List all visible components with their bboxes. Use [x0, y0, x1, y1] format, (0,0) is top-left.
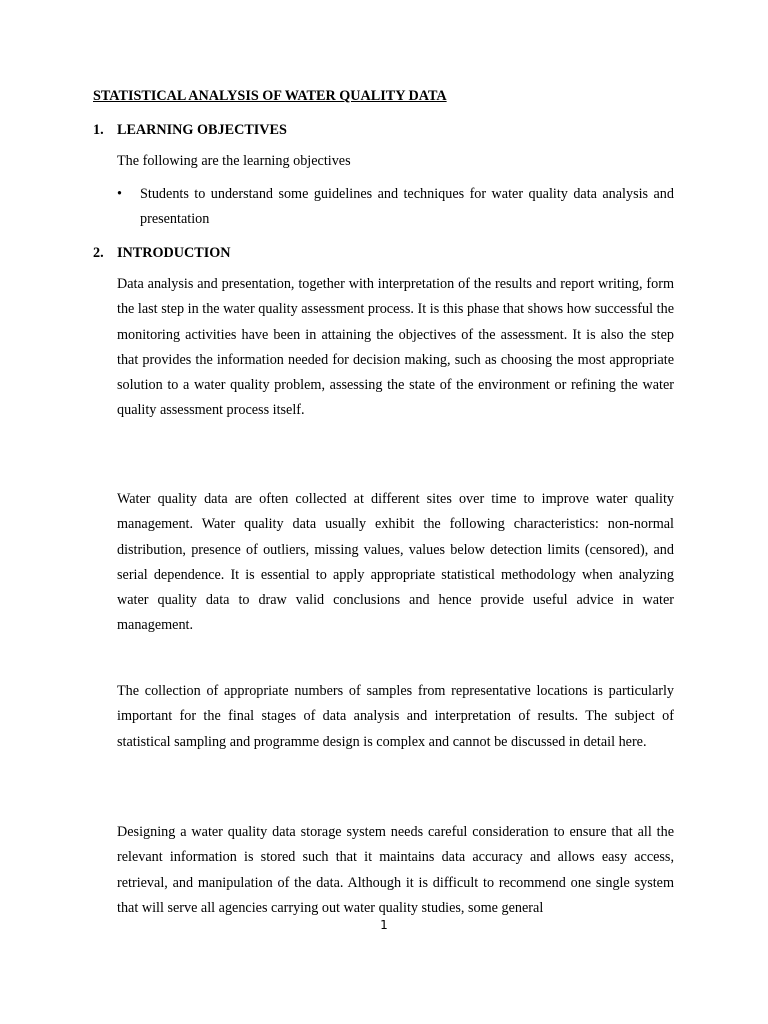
objectives-intro: The following are the learning objectives — [117, 153, 351, 169]
objective-bullet-item: Students to understand some guidelines and techniques for water quality data analysis and presentation — [140, 186, 674, 228]
section-title: INTRODUCTION — [117, 245, 231, 261]
section-title: LEARNING OBJECTIVES — [117, 122, 287, 138]
intro-paragraph-1: Data analysis and presentation, together with interpretation of the results and report writing, form the last step in the water quality assessment process. It is this phase that shows how successful the monitoring activities have been in attaining the objectives of the assessment. It is also the step that provides the information needed for decision making, such as choosing the most appropriate solution to a water quality problem, assessing the state of the environment or refining the water quality assessment process itself. — [117, 276, 674, 419]
section-number: 2. — [93, 245, 104, 261]
intro-paragraph-4: Designing a water quality data storage system needs careful consideration to ensure that all the relevant information is stored such that it maintains data accuracy and allows easy access, retrieval, and manipulation of the data. Although it is difficult to recommend one single system that will serve all agencies carrying out water quality studies, some general — [117, 824, 674, 916]
section-number: 1. — [93, 122, 104, 138]
intro-paragraph-3: The collection of appropriate numbers of samples from representative locations is particularly important for the final stages of data analysis and interpretation of results. The subject of statistical sampling and programme design is complex and cannot be discussed in detail here. — [117, 683, 674, 750]
document-title: STATISTICAL ANALYSIS OF WATER QUALITY DATA — [93, 88, 447, 104]
page-number: 1 — [380, 918, 388, 932]
bullet-icon: • — [117, 186, 122, 202]
intro-paragraph-2: Water quality data are often collected at different sites over time to improve water quality management. Water quality data usually exhibit the following characteristics: non-normal distribution, presence of outliers, missing values, values below detection limits (censored), and serial dependence. It is essential to apply appropriate statistical methodology when analyzing water quality data to draw valid conclusions and hence provide useful advice in water management. — [117, 491, 674, 634]
